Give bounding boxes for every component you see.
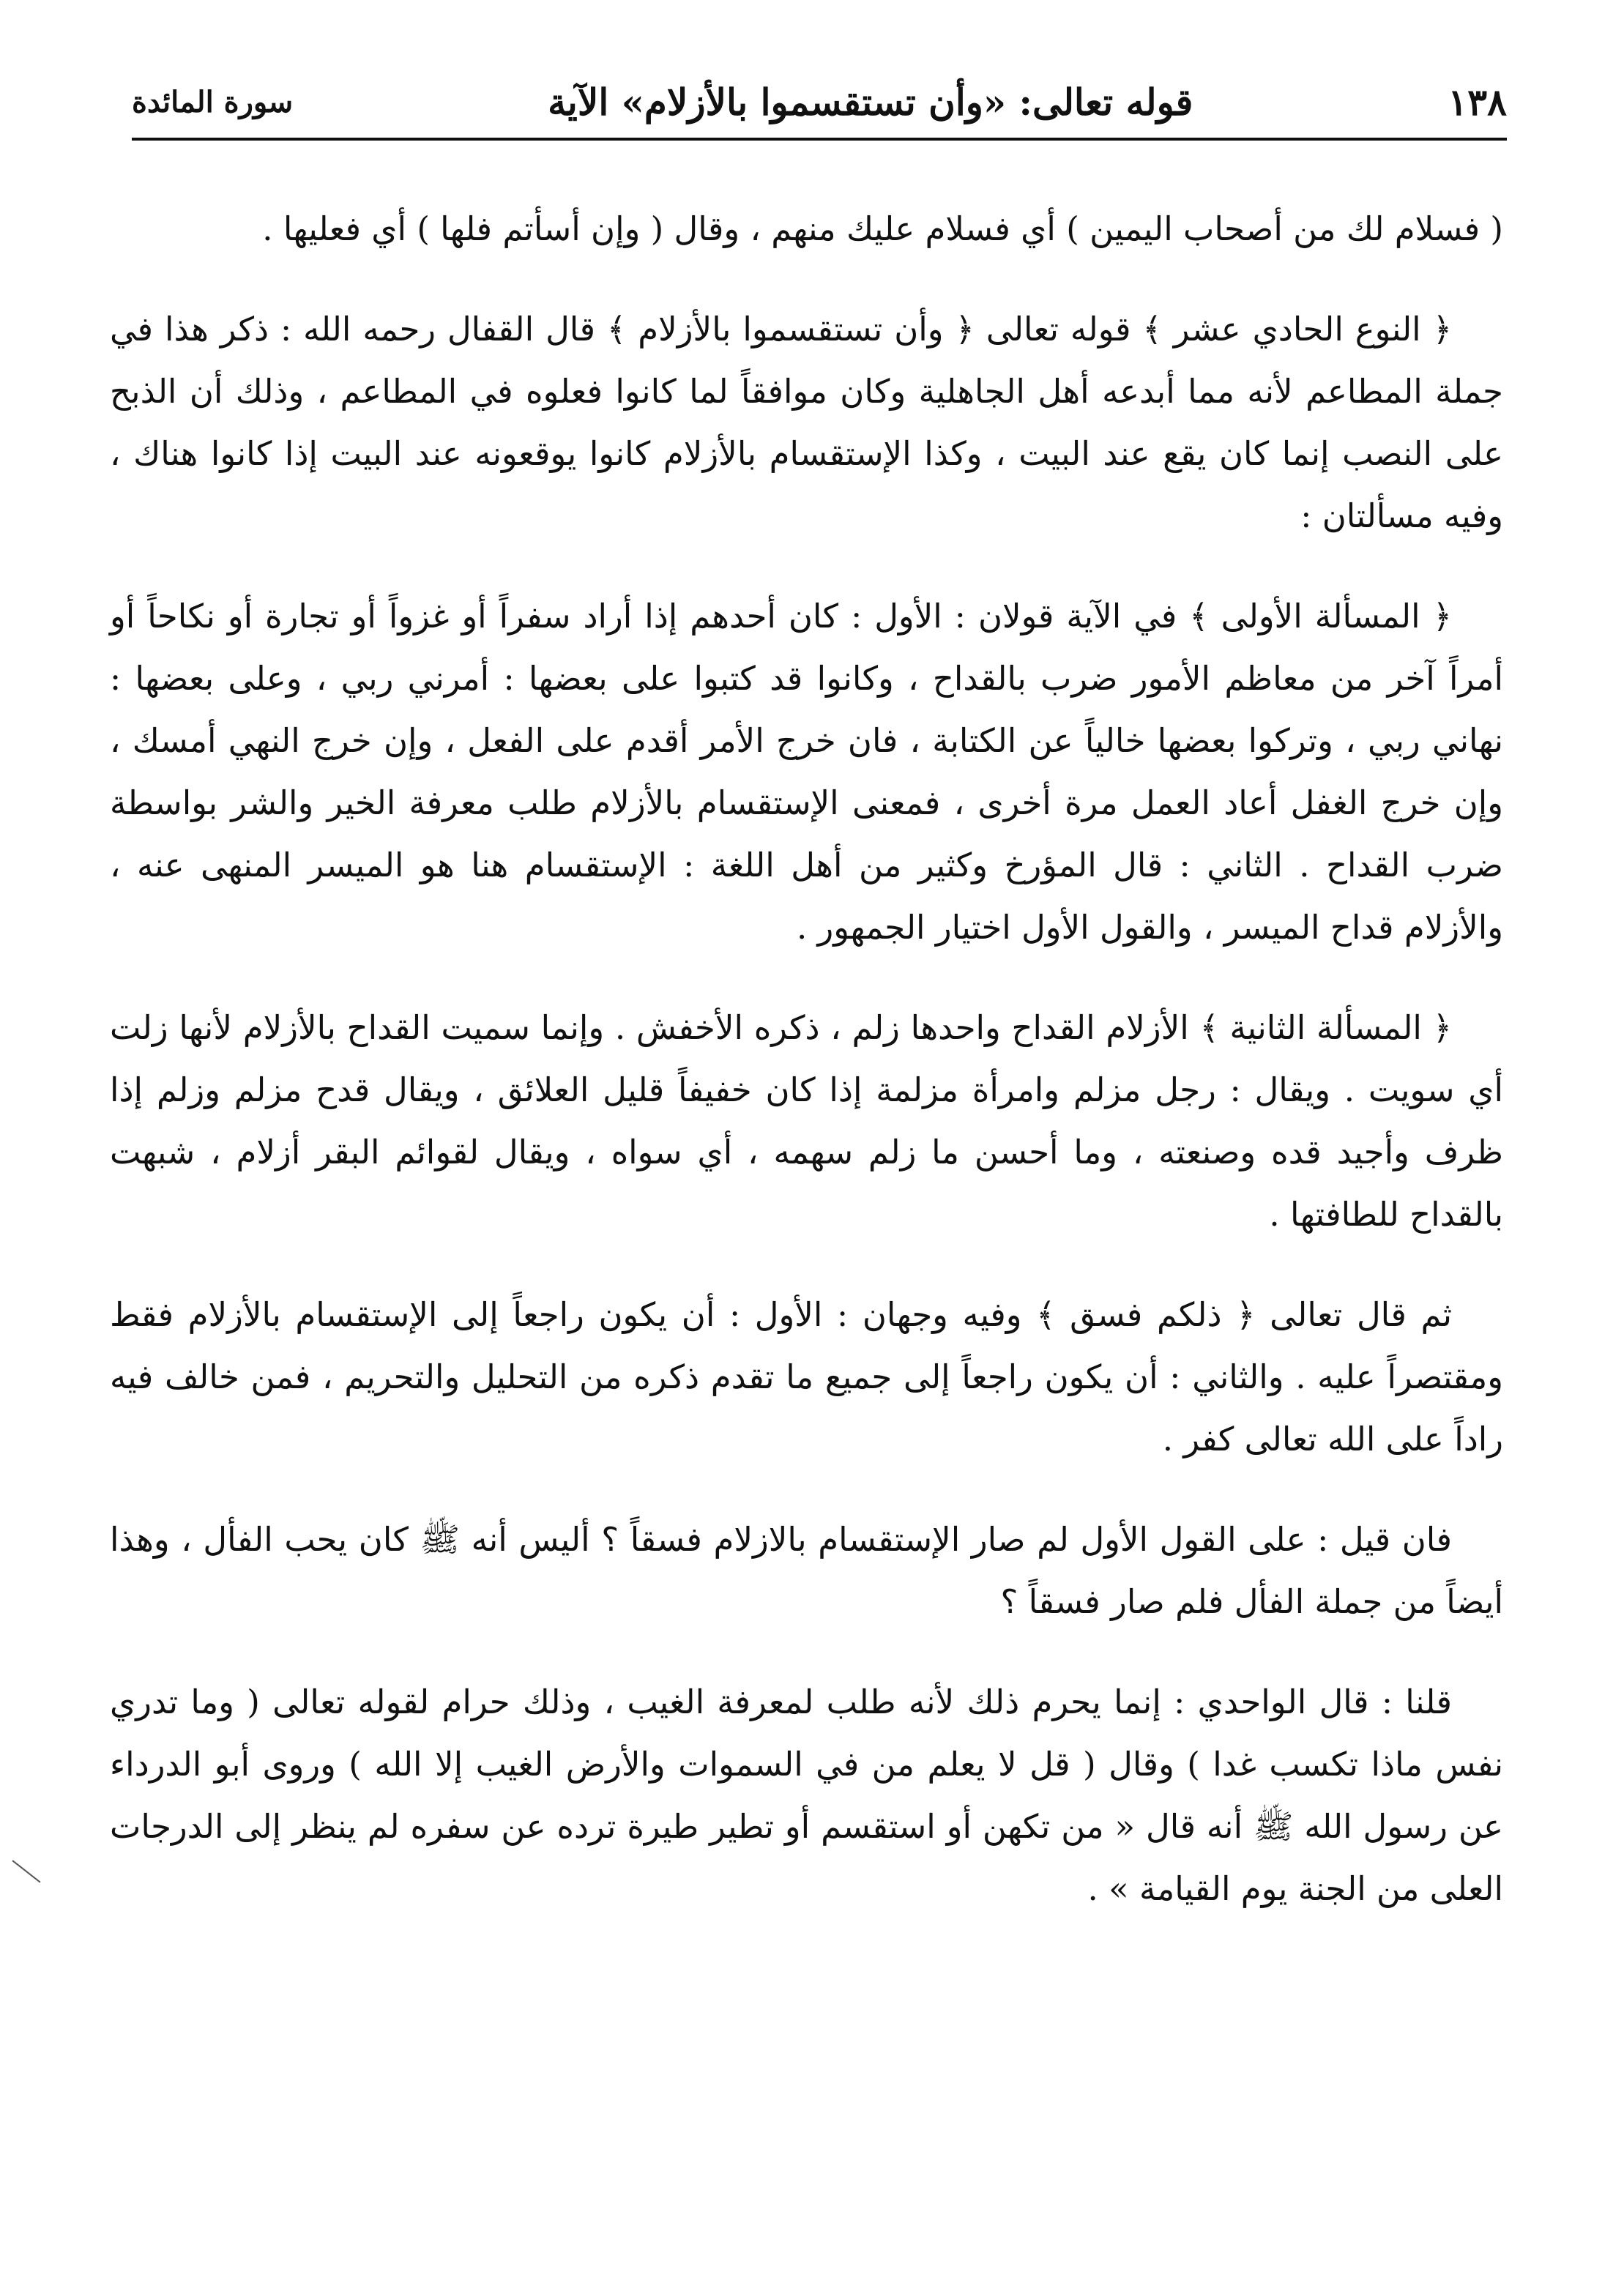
running-title: قوله تعالى: «وأن تستقسموا بالأزلام» الآية — [548, 81, 1193, 124]
page-body — [110, 198, 1503, 1958]
paragraph-7: قلنا : قال الواحدي : إنما يحرم ذلك لأنه طلب لمعرفة الغيب ، وذلك حرام لقوله تعالى ( وما تدري نفس ماذا تكسب غدا ) وقال ( قل لا يعلم من في السموات والأرض الغيب إلا الله ) وروى أبو الدرداء عن رسول الله ﷺ أنه قال « من تكهن أو استقسم أو تطير طيرة ترده عن سفره لم ينظر إلى الدرجات العلى من الجنة يوم القيامة » . — [110, 1683, 1503, 1908]
paragraph-6: فان قيل : على القول الأول لم صار الإستقسام بالازلام فسقاً ؟ أليس أنه ﷺ كان يحب الفأل ، وهذا أيضاً من جملة الفأل فلم صار فسقاً ؟ — [110, 1520, 1503, 1621]
paragraph-5: ثم قال تعالى ﴿ ذلكم فسق ﴾ وفيه وجهان : الأول : أن يكون راجعاً إلى الإستقسام بالأزلام فقط ومقتصراً عليه . والثاني : أن يكون راجعاً إلى جميع ما تقدم ذكره من التحليل والتحريم ، فمن خالف فيه راداً على الله تعالى كفر . — [110, 1295, 1503, 1458]
header-rule — [132, 138, 1507, 141]
paragraph-1: ( فسلام لك من أصحاب اليمين ) أي فسلام عليك منهم ، وقال ( وإن أسأتم فلها ) أي فعليها . — [262, 209, 1503, 248]
page-number: ١٣٨ — [1448, 81, 1507, 124]
surah-name: سورة المائدة — [132, 85, 294, 119]
paragraph-2: ﴿ النوع الحادي عشر ﴾ قوله تعالى ﴿ وأن تستقسموا بالأزلام ﴾ قال القفال رحمه الله : ذكر هذا في جملة المطاعم لأنه مما أبدعه أهل الجاهلية وكان موافقاً لما كانوا فعلوه في المطاعم ، وذلك أن الذبح على النصب إنما كان يقع عند البيت ، وكذا الإستقسام بالأزلام كانوا يوقعونه عند البيت إذا كانوا هناك ، وفيه مسألتان : — [110, 310, 1503, 535]
page-header — [132, 67, 1507, 137]
scan-mark — [12, 1860, 40, 1882]
paragraph-3: ﴿ المسألة الأولى ﴾ في الآية قولان : الأول : كان أحدهم إذا أراد سفراً أو غزواً أو تجارة أو نكاحاً أو أمراً آخر من معاظم الأمور ضرب بالقداح ، وكانوا قد كتبوا على بعضها : أمرني ربي ، وعلى بعضها : نهاني ربي ، وتركوا بعضها خالياً عن الكتابة ، فان خرج الأمر أقدم على الفعل ، وإن خرج النهي أمسك ، وإن خرج الغفل أعاد العمل مرة أخرى ، فمعنى الإستقسام بالأزلام طلب معرفة الخير والشر بواسطة ضرب القداح . الثاني : قال المؤرخ وكثير من أهل اللغة : الإستقسام هنا هو الميسر المنهى عنه ، والأزلام قداح الميسر ، والقول الأول اختيار الجمهور . — [110, 597, 1503, 947]
paragraph-4: ﴿ المسألة الثانية ﴾ الأزلام القداح واحدها زلم ، ذكره الأخفش . وإنما سميت القداح بالأزلام لأنها زلت أي سويت . ويقال : رجل مزلم وامرأة مزلمة إذا كان خفيفاً قليل العلائق ، ويقال قدح مزلم وزلم إذا ظرف وأجيد قده وصنعته ، وما أحسن ما زلم سهمه ، أي سواه ، ويقال لقوائم البقر أزلام ، شبهت بالقداح للطافتها . — [110, 1008, 1503, 1234]
